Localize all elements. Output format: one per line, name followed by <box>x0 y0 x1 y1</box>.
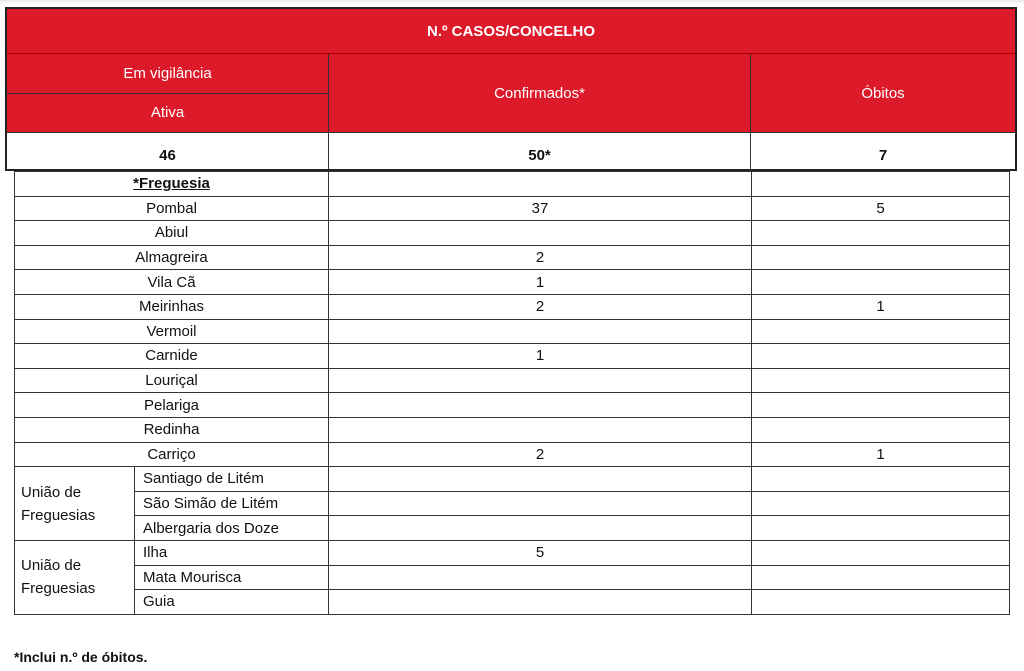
obitos-cell <box>752 393 1010 418</box>
obitos-header: Óbitos <box>861 84 905 102</box>
confirmados-cell: 1 <box>329 344 752 369</box>
parish-name: Abiul <box>15 221 329 246</box>
table-row <box>15 270 1010 295</box>
parish-name: Vermoil <box>15 319 329 344</box>
parish-name: Pelariga <box>15 393 329 418</box>
parish-name: São Simão de Litém <box>135 491 329 516</box>
obitos-cell <box>752 467 1010 492</box>
confirmados-cell: 2 <box>329 245 752 270</box>
confirmados-value: 50* <box>329 133 751 169</box>
confirmados-cell: 5 <box>329 540 752 565</box>
obitos-cell <box>752 221 1010 246</box>
confirmados-cell: 1 <box>329 270 752 295</box>
freguesia-header: *Freguesia <box>133 175 210 193</box>
page-top-edge <box>0 0 1024 4</box>
confirmados-cell <box>329 565 752 590</box>
table-row <box>15 467 1010 492</box>
obitos-cell <box>752 368 1010 393</box>
table-row <box>15 172 1010 197</box>
table-row <box>15 540 1010 565</box>
confirmados-cell <box>329 417 752 442</box>
parish-name: Redinha <box>15 417 329 442</box>
obitos-cell: 1 <box>752 294 1010 319</box>
confirmados-cell: 37 <box>329 196 752 221</box>
table-row <box>15 368 1010 393</box>
parish-name: Santiago de Litém <box>135 467 329 492</box>
parish-name: Mata Mourisca <box>135 565 329 590</box>
obitos-cell <box>752 417 1010 442</box>
table-row <box>15 344 1010 369</box>
obitos-cell <box>752 516 1010 541</box>
summary-values-row <box>7 133 1015 169</box>
table-row <box>15 442 1010 467</box>
obitos-cell <box>752 565 1010 590</box>
confirmados-cell <box>329 516 752 541</box>
footnote: *Inclui n.º de óbitos. <box>14 649 148 665</box>
parish-name: Guia <box>135 590 329 615</box>
table-row <box>15 565 1010 590</box>
obitos-cell <box>752 491 1010 516</box>
cases-summary-table <box>5 7 1017 171</box>
confirmados-cell: 2 <box>329 294 752 319</box>
vigilancia-header <box>7 54 329 132</box>
confirmados-header: Confirmados* <box>329 54 751 132</box>
obitos-cell <box>752 540 1010 565</box>
table-row <box>15 417 1010 442</box>
parish-name: Almagreira <box>15 245 329 270</box>
table-row <box>15 294 1010 319</box>
parish-name: Ilha <box>135 540 329 565</box>
union-label: União de Freguesias <box>15 467 135 541</box>
confirmados-cell <box>329 319 752 344</box>
table-row <box>15 245 1010 270</box>
summary-title: N.º CASOS/CONCELHO <box>7 9 1015 54</box>
parish-name: Louriçal <box>15 368 329 393</box>
confirmados-cell <box>329 590 752 615</box>
summary-column-headers <box>7 54 1015 133</box>
parish-name: Carriço <box>15 442 329 467</box>
obitos-cell <box>752 590 1010 615</box>
confirmados-cell <box>329 368 752 393</box>
confirmados-cell <box>329 467 752 492</box>
union-label: União de Freguesias <box>15 540 135 614</box>
obitos-cell: 1 <box>752 442 1010 467</box>
confirmados-cell: 2 <box>329 442 752 467</box>
obitos-cell: 5 <box>752 196 1010 221</box>
table-row <box>15 491 1010 516</box>
parish-table <box>14 171 1010 615</box>
obitos-value: 7 <box>878 146 888 164</box>
obitos-cell <box>752 270 1010 295</box>
table-row <box>15 196 1010 221</box>
vigilancia-value: 46 <box>7 133 329 169</box>
table-row <box>15 393 1010 418</box>
table-row <box>15 590 1010 615</box>
obitos-cell <box>752 245 1010 270</box>
confirmados-cell <box>329 491 752 516</box>
vigilancia-header-line1: Em vigilância <box>7 54 328 94</box>
obitos-cell <box>752 344 1010 369</box>
vigilancia-header-line2: Ativa <box>150 104 185 122</box>
confirmados-cell <box>329 221 752 246</box>
table-row <box>15 516 1010 541</box>
table-row <box>15 221 1010 246</box>
table-row <box>15 319 1010 344</box>
obitos-cell <box>752 319 1010 344</box>
parish-name: Meirinhas <box>15 294 329 319</box>
confirmados-cell <box>329 393 752 418</box>
parish-name: Vila Cã <box>15 270 329 295</box>
parish-name: Pombal <box>15 196 329 221</box>
parish-name: Albergaria dos Doze <box>135 516 329 541</box>
parish-name: Carnide <box>15 344 329 369</box>
